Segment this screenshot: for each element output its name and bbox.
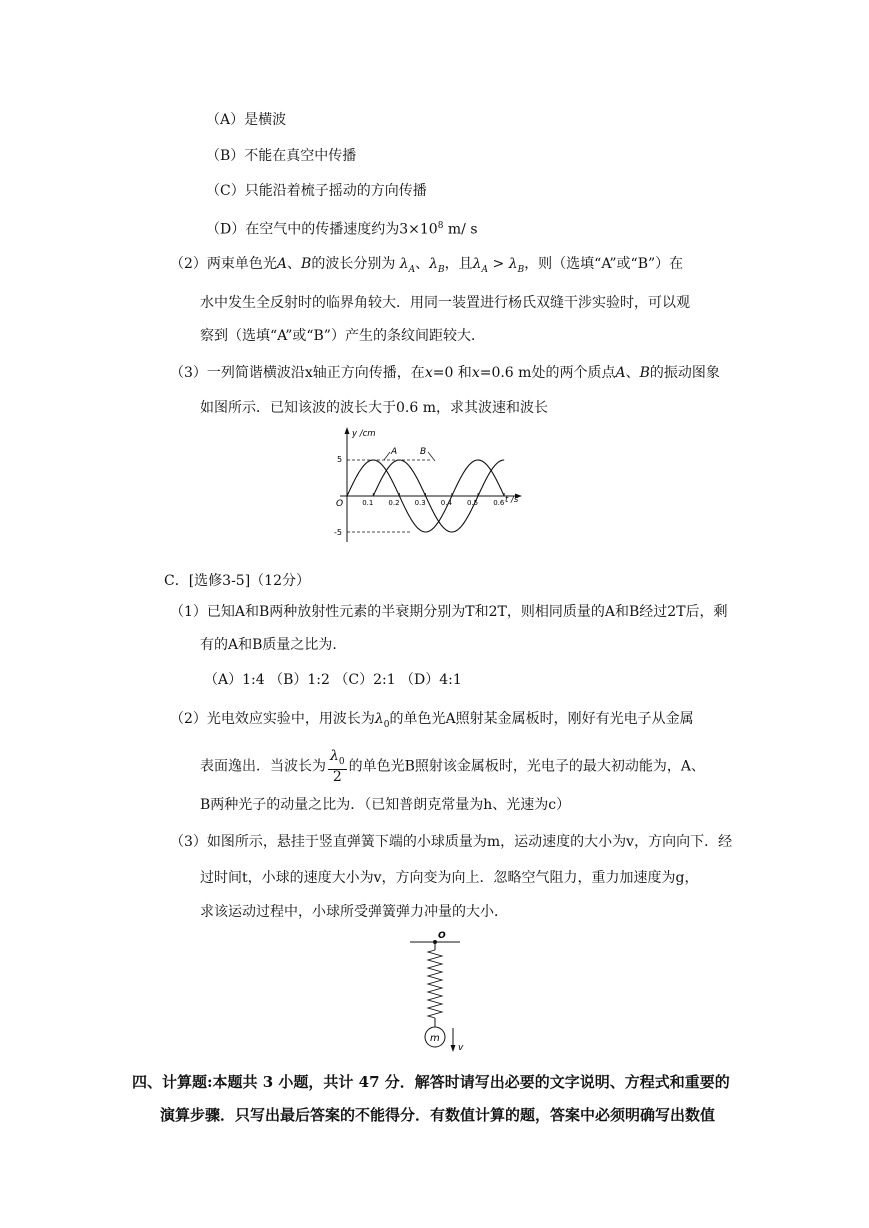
c2-line-3: B两种光子的动量之比为．（已知普朗克常量为h、光速为c） xyxy=(200,797,571,813)
ball-mass-label: m xyxy=(430,1033,440,1044)
q1-option-d xyxy=(206,216,478,240)
section-c-title: C．[选修3-5]（12分） xyxy=(164,573,310,589)
c3-line-1: （3）如图所示，悬挂于竖直弹簧下端的小球质量为m，运动速度的大小为v，方向向下．经 xyxy=(170,834,733,850)
spring-ball-figure xyxy=(400,928,480,1056)
q2-line-2: 水中发生全反射时的临界角较大．用同一装置进行杨氏双缝干涉实验时，可以观 xyxy=(200,295,690,311)
wave-vibration-figure xyxy=(330,424,530,548)
velocity-label: v xyxy=(458,1043,464,1053)
c1-line-2: 有的A和B质量之比为. xyxy=(200,637,337,653)
c3-line-2: 过时间t，小球的速度大小为v，方向变为向上．忽略空气阻力，重力加速度为g， xyxy=(200,870,699,886)
q1-option-c: （C）只能沿着梳子摇动的方向传播 xyxy=(206,183,427,199)
q1-option-a: （A）是横波 xyxy=(206,112,287,128)
c1-options: （A）1:4 （B）1:2 （C）2:1 （D）4:1 xyxy=(204,672,462,688)
y-pos-label: 5 xyxy=(337,455,343,464)
origin-label: O xyxy=(336,499,344,509)
c2-line-1: （2）光电效应实验中，用波长为$\lambda_0$的单色光A照射某金属板时，刚好有光电子从金属 xyxy=(170,711,694,730)
x-tick-label: 0.1 xyxy=(362,499,374,507)
q1-option-b: （B）不能在真空中传播 xyxy=(206,148,357,164)
x-tick-label: 0.2 xyxy=(388,499,400,507)
x-tick-label: 0.3 xyxy=(414,499,426,507)
c1-line-1: （1）已知A和B两种放射性元素的半衰期分别为T和2T，则相同质量的A和B经过2T后，剩 xyxy=(170,604,728,620)
q2-line-1: （2）两束单色光A、B的波长分别为 $\lambda_A$、$\lambda_B$，且$\lambda_A > \lambda_B$，则（选填“A”或“B”）在 xyxy=(170,256,684,275)
q1-option-d-unit: m/ s xyxy=(443,221,478,238)
curve-a-leader xyxy=(384,452,390,460)
y-axis-label: y /cm xyxy=(352,429,376,439)
x-tick-label: 0.6 xyxy=(493,499,505,507)
pivot-label: O xyxy=(438,931,446,941)
section-4-line-1: 四、计算题:本题共 3 小题，共计 47 分．解答时请写出必要的文字说明、方程式和重要的 xyxy=(132,1073,730,1091)
c2-line-2: 表面逸出．当波长为 $\frac{\lambda_0}{2}$ 的单色光B照射该金属板时，光电子的最大初动能为，A、 xyxy=(200,748,706,785)
x-tick-label: 0.5 xyxy=(467,499,479,507)
q3-line-1: （3）一列简谐横波沿x轴正方向传播，在x=0 和x=0.6 m处的两个质点A、B的振动图象 xyxy=(170,365,720,381)
y-neg-label: -5 xyxy=(334,528,342,537)
q2-line-3: 察到（选填“A”或“B”）产生的条纹间距较大． xyxy=(200,328,485,344)
lambda-half-fraction: $\frac{\lambda_0}{2}$ xyxy=(330,748,345,785)
section-4-line-2: 演算步骤．只写出最后答案的不能得分．有数值计算的题，答案中必须明确写出数值 xyxy=(160,1106,716,1124)
x-tick-label: 0.4 xyxy=(440,499,452,507)
y-axis-arrow xyxy=(345,427,350,434)
spring-coil xyxy=(428,950,442,1018)
x-axis-label: t /s xyxy=(505,495,519,505)
q1-option-d-exponent: 8 xyxy=(437,221,444,231)
q3-line-2: 如图所示．已知该波的波长大于0.6 m，求其波速和波长 xyxy=(200,400,548,416)
c3-line-3: 求该运动过程中，小球所受弹簧弹力冲量的大小． xyxy=(200,904,508,920)
curve-b-label: B xyxy=(420,447,427,457)
curve-a-label: A xyxy=(391,447,398,457)
q1-option-d-text: （D）在空气中的传播速度约为3×10 xyxy=(206,221,438,238)
